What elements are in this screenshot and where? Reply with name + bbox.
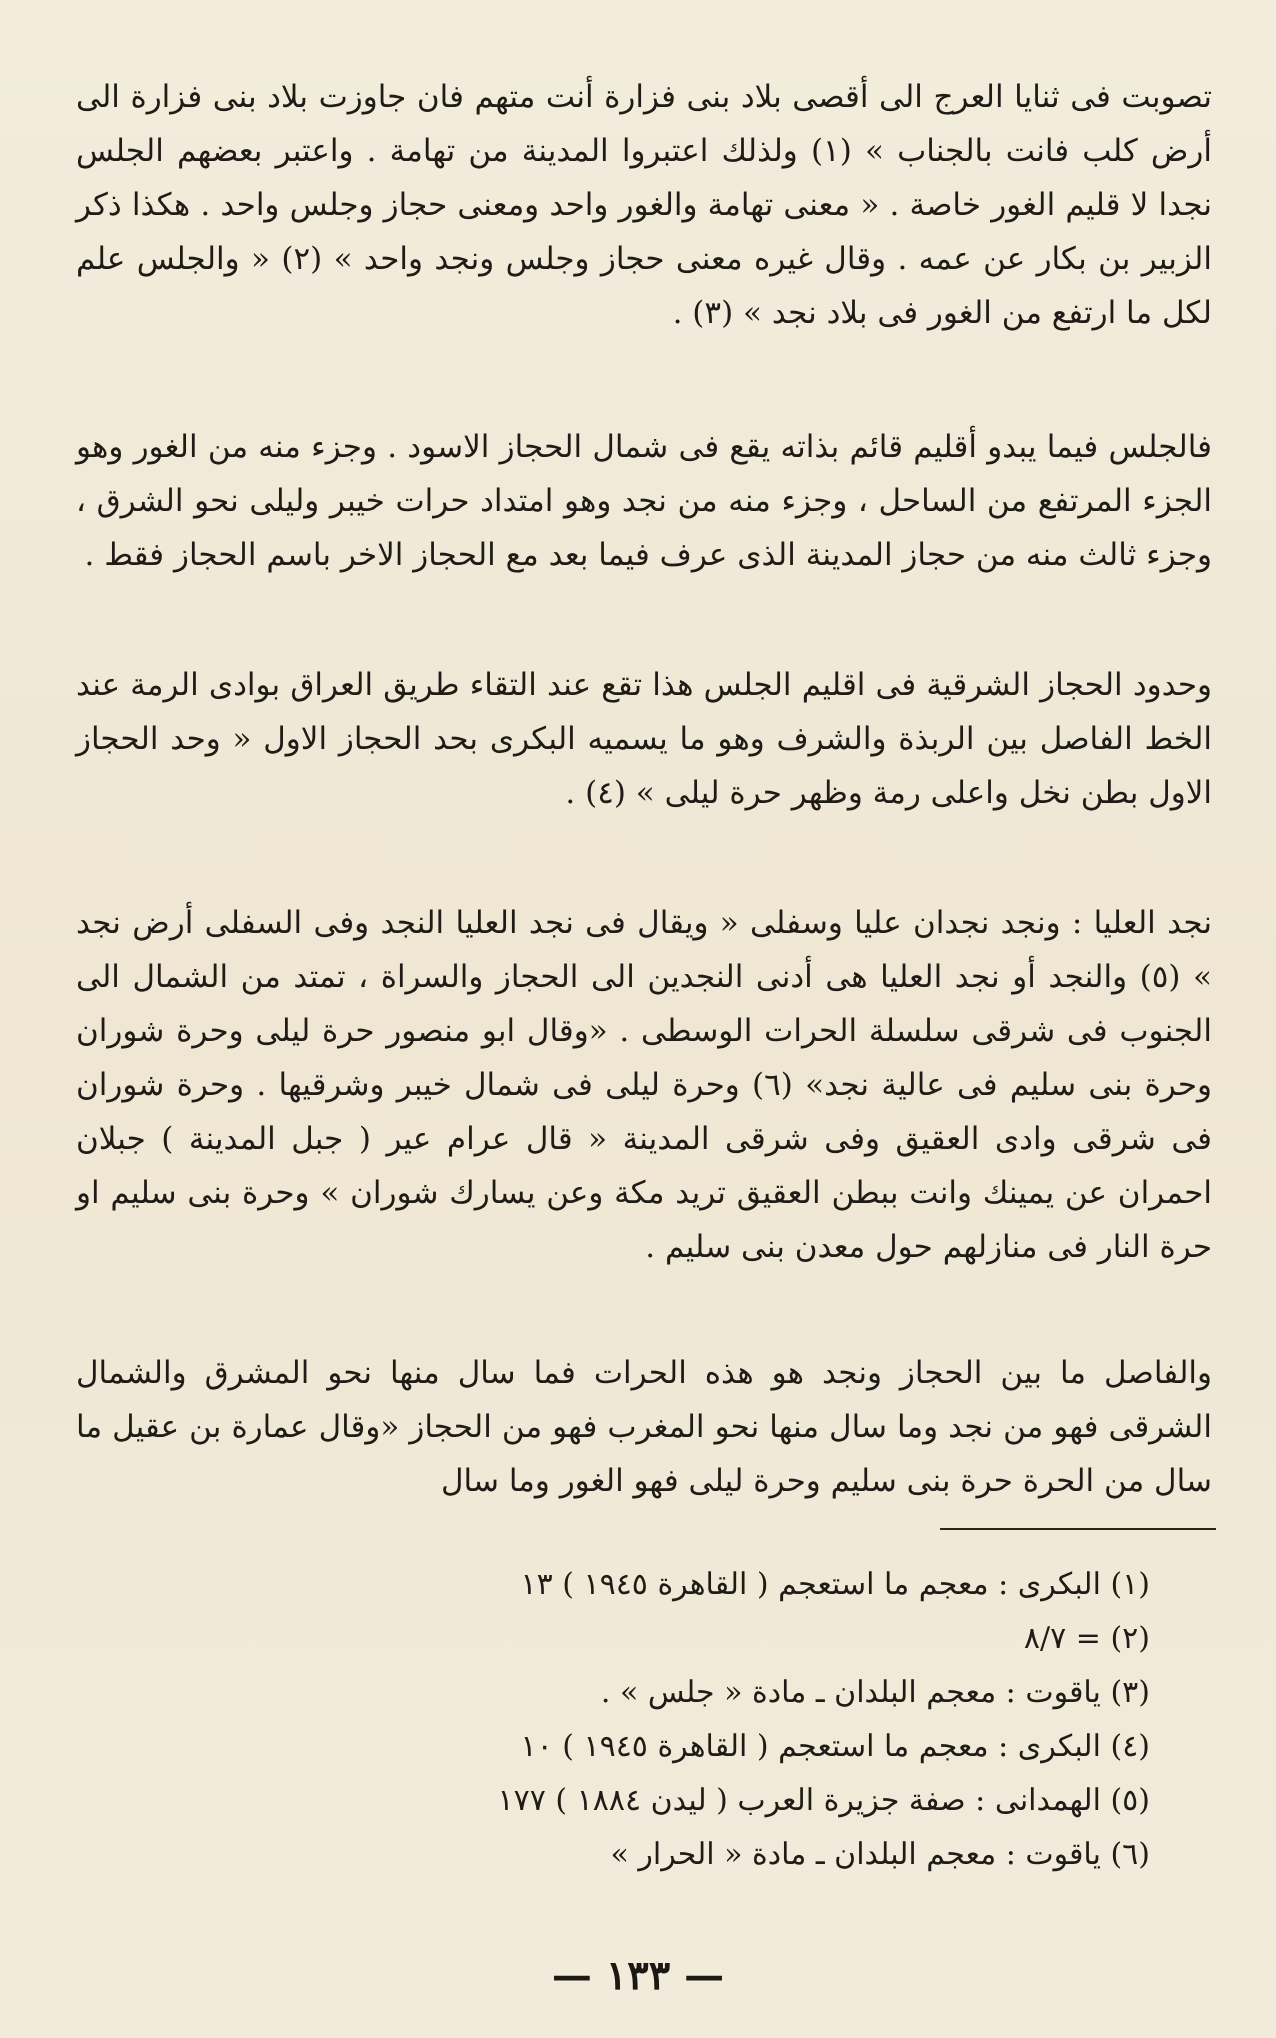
paragraph-text: نجد العليا : ونجد نجدان عليا وسفلى « ويقال فى نجد العليا النجد وفى السفلى أرض نجد » (٥) والنجد أو نجد العليا هى أدنى النجدين الى الحجاز والسراة ، تمتد من الشمال الى الجنوب فى شرقى سلسلة الحرات الوسطى . «وقال ابو منصور حرة ليلى وحرة شوران وحرة بنى سليم فى عالية نجد» (٦) وحرة ليلى فى شمال خيبر وشرقيها . وحرة شوران فى شرقى وادى العقيق وفى شرقى المدينة « قال عرام عير ( جبل المدينة ) جبلان احمران عن يمينك وانت ببطن العقيق تريد مكة وعن يسارك شوران » وحرة بنى سليم او حرة النار فى منازلهم حول معدن بنى سليم .: [76, 905, 1212, 1265]
footnote-4: (٤) البكرى : معجم ما استعجم ( القاهرة ١٩٤٥ ) ١٠: [520, 1729, 1150, 1764]
paragraph-text: وحدود الحجاز الشرقية فى اقليم الجلس هذا تقع عند التقاء طريق العراق بوادى الرمة عند الخط الفاصل بين الربذة والشرف وهو ما يسميه البكرى بحد الحجاز الاول « وحد الحجاز الاول بطن نخل واعلى رمة وظهر حرة ليلى » (٤) .: [76, 667, 1212, 811]
paragraph-3: [76, 658, 1212, 820]
paragraph-2: [76, 420, 1212, 582]
footnote-6: (٦) ياقوت : معجم البلدان ـ مادة « الحرار »: [610, 1837, 1150, 1872]
paragraph-text: والفاصل ما بين الحجاز ونجد هو هذه الحرات فما سال منها نحو المشرق والشمال الشرقى فهو من نجد وما سال منها نحو المغرب فهو من الحجاز «وقال عمارة بن عقيل ما سال من الحرة حرة بنى سليم وحرة ليلى فهو الغور وما سال: [76, 1355, 1212, 1499]
footnote-2: (٢) = ٨/٧: [1023, 1621, 1150, 1656]
paragraph-5: [76, 1346, 1212, 1508]
page-number: — ١٣٣ —: [551, 1952, 725, 1999]
footnote-3: (٣) ياقوت : معجم البلدان ـ مادة « جلس » .: [600, 1675, 1150, 1710]
footnote-divider: [940, 1528, 1216, 1530]
footnote-5: (٥) الهمدانى : صفة جزيرة العرب ( ليدن ١٨٨٤ ) ١٧٧: [497, 1783, 1150, 1818]
paragraph-text: تصوبت فى ثنايا العرج الى أقصى بلاد بنى فزارة أنت متهم فان جاوزت بلاد بنى فزارة الى أرض كلب فانت بالجناب » (١) ولذلك اعتبروا المدينة من تهامة . واعتبر بعضهم الجلس نجدا لا قليم الغور خاصة . « معنى تهامة والغور واحد ومعنى حجاز وجلس واحد . هكذا ذكر الزبير بن بكار عن عمه . وقال غيره معنى حجاز وجلس ونجد واحد » (٢) « والجلس علم لكل ما ارتفع من الغور فى بلاد نجد » (٣) .: [76, 79, 1212, 331]
paragraph-1: [76, 70, 1212, 340]
footnotes-list: [160, 1558, 1150, 1882]
footnote-1: (١) البكرى : معجم ما استعجم ( القاهرة ١٩٤٥ ) ١٣: [520, 1567, 1150, 1602]
paragraph-text: فالجلس فيما يبدو أقليم قائم بذاته يقع فى شمال الحجاز الاسود . وجزء منه من الغور وهو الجزء المرتفع من الساحل ، وجزء منه من نجد وهو امتداد حرات خيبر وليلى نحو الشرق ، وجزء ثالث منه من حجاز المدينة الذى عرف فيما بعد مع الحجاز الاخر باسم الحجاز فقط .: [76, 429, 1212, 573]
paragraph-4: [76, 896, 1212, 1274]
